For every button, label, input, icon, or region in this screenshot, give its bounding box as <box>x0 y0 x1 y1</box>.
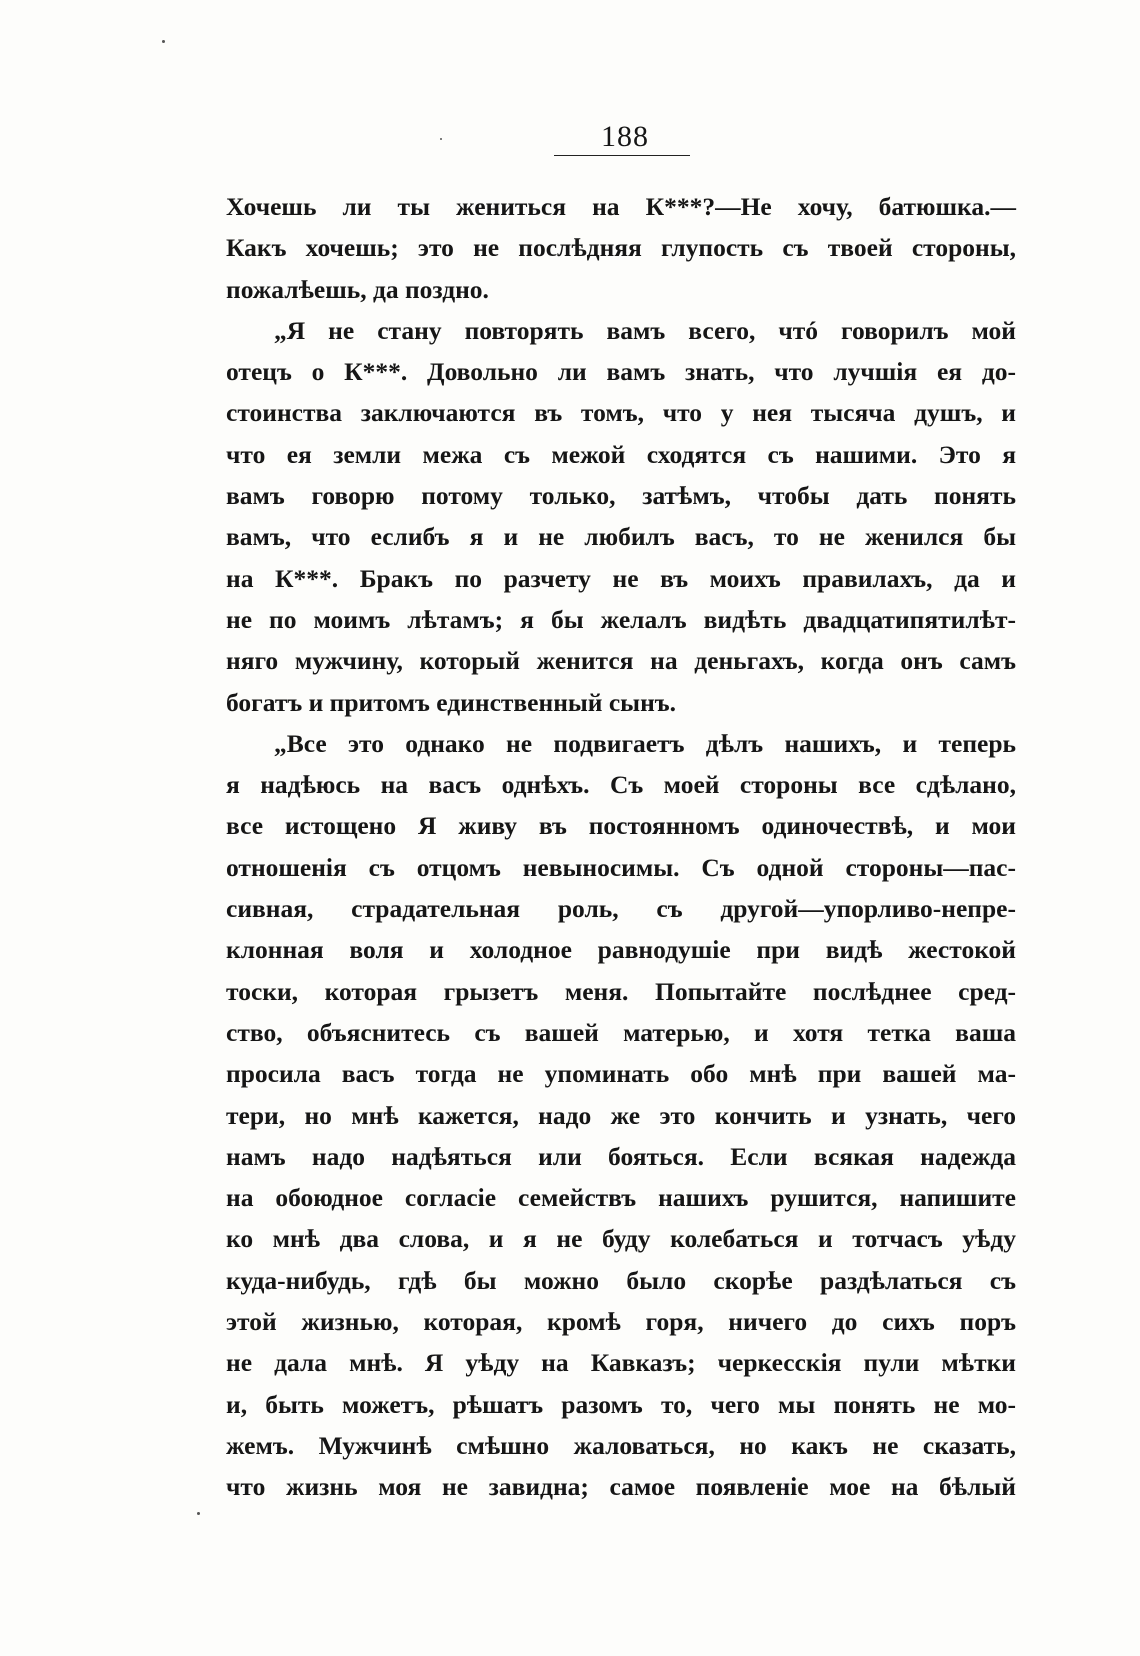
text-line: вамъ, что еслибъ я и не любилъ васъ, то не женился бы <box>226 522 1016 552</box>
text-line: этой жизнью, которая, кромѣ горя, ничего до сихъ поръ <box>226 1307 1016 1337</box>
text-line: Хочешь ли ты жениться на К***?—Не хочу, батюшка.— <box>226 192 1016 221</box>
text-line: жемъ. Мужчинѣ смѣшно жаловаться, но какъ не сказать, <box>226 1430 1016 1460</box>
text-line: намъ надо надѣяться или бояться. Если всякая надежда <box>226 1141 1016 1171</box>
text-line: вамъ говорю потому только, затѣмъ, чтобы дать понять <box>226 481 1016 511</box>
text-line: тоски, которая грызетъ меня. Попытайте послѣднее сред- <box>226 976 1016 1006</box>
text-line: отношенія съ отцомъ невыносимы. Съ одной стороны—пас- <box>226 852 1016 882</box>
text-line: что жизнь моя не завидна; самое появленіе мое на бѣлый <box>226 1472 1016 1502</box>
text-line: ство, объяснитесь съ вашей матерью, и хотя тетка ваша <box>226 1017 1016 1047</box>
paper-speck <box>197 1512 200 1515</box>
page-number-rule <box>554 155 690 156</box>
text-line: Какъ хочешь; это не послѣдняя глупость съ твоей стороны, <box>226 233 1016 263</box>
body-text <box>226 186 1016 1508</box>
text-line: просила васъ тогда не упоминать обо мнѣ при вашей ма- <box>226 1059 1016 1089</box>
text-line: пожалѣешь, да поздно. <box>226 274 489 304</box>
text-line: „Я не стану повторять вамъ всего, чтó говорилъ мой <box>274 315 1016 345</box>
text-line: ко мнѣ два слова, и я не буду колебаться и тотчасъ уѣду <box>226 1224 1016 1254</box>
text-line: отецъ о К***. Довольно ли вамъ знать, что лучшія ея до- <box>226 357 1016 387</box>
text-line: тери, но мнѣ кажется, надо же это кончить и узнать, чего <box>226 1100 1016 1130</box>
paper-speck <box>440 138 442 140</box>
text-line: все истощено Я живу въ постоянномъ одиночествѣ, и мои <box>226 811 1016 841</box>
text-line: не дала мнѣ. Я уѣду на Кавказъ; черкесскія пули мѣтки <box>226 1348 1016 1378</box>
paper-speck <box>162 40 165 43</box>
text-line: „Все это однако не подвигаетъ дѣлъ нашихъ, и теперь <box>274 728 1016 758</box>
text-line: сивная, страдательная роль, съ другой—упорливо-непре- <box>226 894 1016 924</box>
page-number: 188 <box>601 120 649 153</box>
text-line: стоинства заключаются въ томъ, что у нея тысяча душъ, и <box>226 398 1016 428</box>
text-line: на К***. Бракъ по разчету не въ моихъ правилахъ, да и <box>226 563 1016 593</box>
text-line: я надѣюсь на васъ однѣхъ. Съ моей стороны все сдѣлано, <box>226 770 1016 800</box>
text-line: богатъ и притомъ единственный сынъ. <box>226 687 677 717</box>
text-line: куда-нибудь, гдѣ бы можно было скорѣе раздѣлаться съ <box>226 1265 1016 1295</box>
text-line: няго мужчину, который женится на деньгахъ, когда онъ самъ <box>226 646 1016 676</box>
text-line: не по моимъ лѣтамъ; я бы желалъ видѣть двадцатипятилѣт- <box>226 604 1016 634</box>
text-line: клонная воля и холодное равнодушіе при видѣ жестокой <box>226 935 1016 965</box>
text-line: что ея земли межа съ межой сходятся съ нашими. Это я <box>226 439 1016 469</box>
text-line: и, быть можетъ, рѣшатъ разомъ то, чего мы понять не мо- <box>226 1389 1016 1419</box>
text-line: на обоюдное согласіе семействъ нашихъ рушится, напишите <box>226 1183 1016 1213</box>
